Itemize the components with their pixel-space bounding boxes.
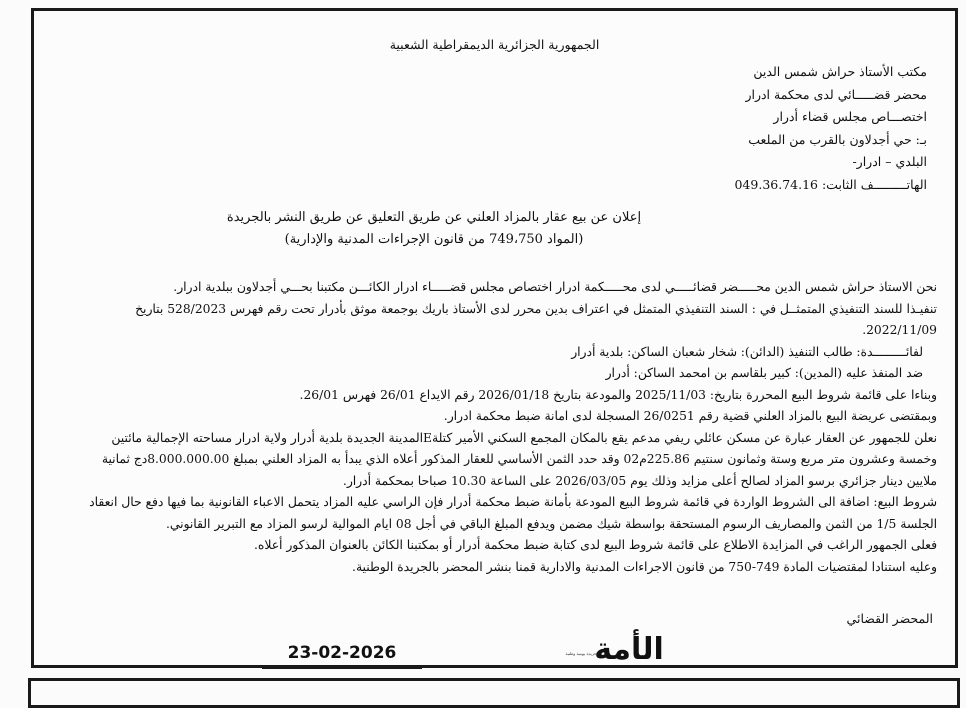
- next-notice-frame: [28, 678, 960, 708]
- notice-title-articles: (المواد 749،750 من قانون الإجراءات المدنية والإدارية): [284, 232, 584, 247]
- bailiff-signature: المحضر القضائي: [846, 611, 933, 626]
- body-paragraph-property: نعلن للجمهور عن العقار عبارة عن مسكن عائلي ريفي مدعم يقع بالمكان المجمع السكني الأمير كتلةEالمدينة الجديدة بلدية أدرار ولاية ادرار مساحته الإجمالية مائتين وخمسة وعشرون متر مربع وستة وثمانون سنتيم 225.86م02 وقد حدد الثمن الأساسي للعقار المذكور أعلاه الذي يبدأ به المزاد العلني بمبلغ 8.000.000.00دج ثمانية ملايين دينار جزائري برسو المزاد لصالح أعلى مزايد وذلك يوم 2026/03/05 على الساعة 10.30 صباحا بمحكمة أدرار.: [101, 430, 937, 488]
- office-title: محضر قضـــــائي لدى محكمة ادرار: [745, 86, 927, 102]
- notice-body: [74, 277, 937, 578]
- body-paragraph-conditions-list: وبناءا على قائمة شروط البيع المحررة بتاريخ: 2025/11/03 والمودعة بتاريخ 2026/01/18 رقم الايداع 26/01 فهرس 26/01.: [299, 387, 937, 402]
- office-address: بـ: حي أجدلاون بالقرب من الملعب: [748, 131, 927, 147]
- body-paragraph-petition: وبمقتضى عريضة البيع بالمزاد العلني قضية رقم 26/0251 المسجلة لدى امانة ضبط محكمة ادرار.: [443, 409, 937, 423]
- newspaper-logo-tagline: جريدة يومية وطنية: [565, 651, 597, 656]
- publication-date: 23-02-2026: [287, 643, 397, 663]
- notice-frame: [31, 8, 958, 668]
- office-jurisdiction: اختصـــاص مجلس قضاء أدرار: [773, 109, 927, 124]
- office-phone: الهاتـــــــــف الثابت: 049.36.74.16: [734, 176, 927, 192]
- newspaper-logo: الأمة: [594, 632, 664, 667]
- date-underline: [262, 666, 422, 669]
- body-paragraph-sale-terms: شروط البيع: اضافة الى الشروط الواردة في قائمة شروط البيع المودعة بأمانة ضبط محكمة أدرار فإن الراسي عليه المزاد يتحمل الاعباء القانونية بما فيها دفع حال انعقاد الجلسة 1/5 من الثمن والمصاريف الرسوم المستحقة بواسطة شيك مضمن ويدفع المبلغ الباقي في أجل 08 ايام الموالية لرسو المزاد مع التبرير القانوني.: [89, 495, 937, 531]
- body-paragraph-legal-basis: وعليه استنادا لمقتضيات المادة 749-750 من قانون الاجراءات المدنية والادارية قمنا بنشر المحضر بالجريدة الوطنية.: [352, 559, 937, 574]
- notice-title-line: إعلان عن بيع عقار بالمزاد العلني عن طريق التعليق عن طريق النشر بالجريدة: [226, 210, 642, 225]
- office-address-block: [507, 61, 927, 196]
- body-paragraph-creditor: لفائـــــــــدة: طالب التنفيذ (الدائن): شخار شعبان الساكن: بلدية أدرار: [571, 344, 923, 359]
- body-paragraph-title-deed: تنفيـذا للسند التنفيذي المتمثــل في : السند التنفيذي المتمثل في اعتراف بدين محرر لدى الأستاذ باريك بوجمعة موثق بأدرار تحت رقم فهرس 528/2023 بتاريخ 2022/11/09.: [135, 301, 937, 337]
- body-paragraph-intro: نحن الاستاذ حراش شمس الدين محـــــضر قضائـــــي لدى محـــــكمة ادرار اختصاص مجلس قضـــــاء ادرار الكائـــن مكتبنا بحـــي أجدلاون ببلدية ادرار.: [173, 280, 937, 294]
- republic-heading: الجمهورية الجزائرية الديمقراطية الشعبية: [389, 37, 600, 52]
- office-city: البلدي – ادرار-: [852, 154, 927, 169]
- office-name: مكتب الأستاذ حراش شمس الدين: [753, 64, 927, 79]
- body-paragraph-public-notice: فعلى الجمهور الراغب في المزايدة الاطلاع على قائمة شروط البيع لدى كتابة ضبط محكمة أدرار أو بمكتبنا الكائن بالعنوان المذكور أعلاه.: [254, 538, 937, 552]
- body-paragraph-debtor: ضد المنفذ عليه (المدين): كبير بلقاسم بن امحمد الساكن: أدرار: [605, 366, 923, 380]
- notice-title: [184, 207, 684, 251]
